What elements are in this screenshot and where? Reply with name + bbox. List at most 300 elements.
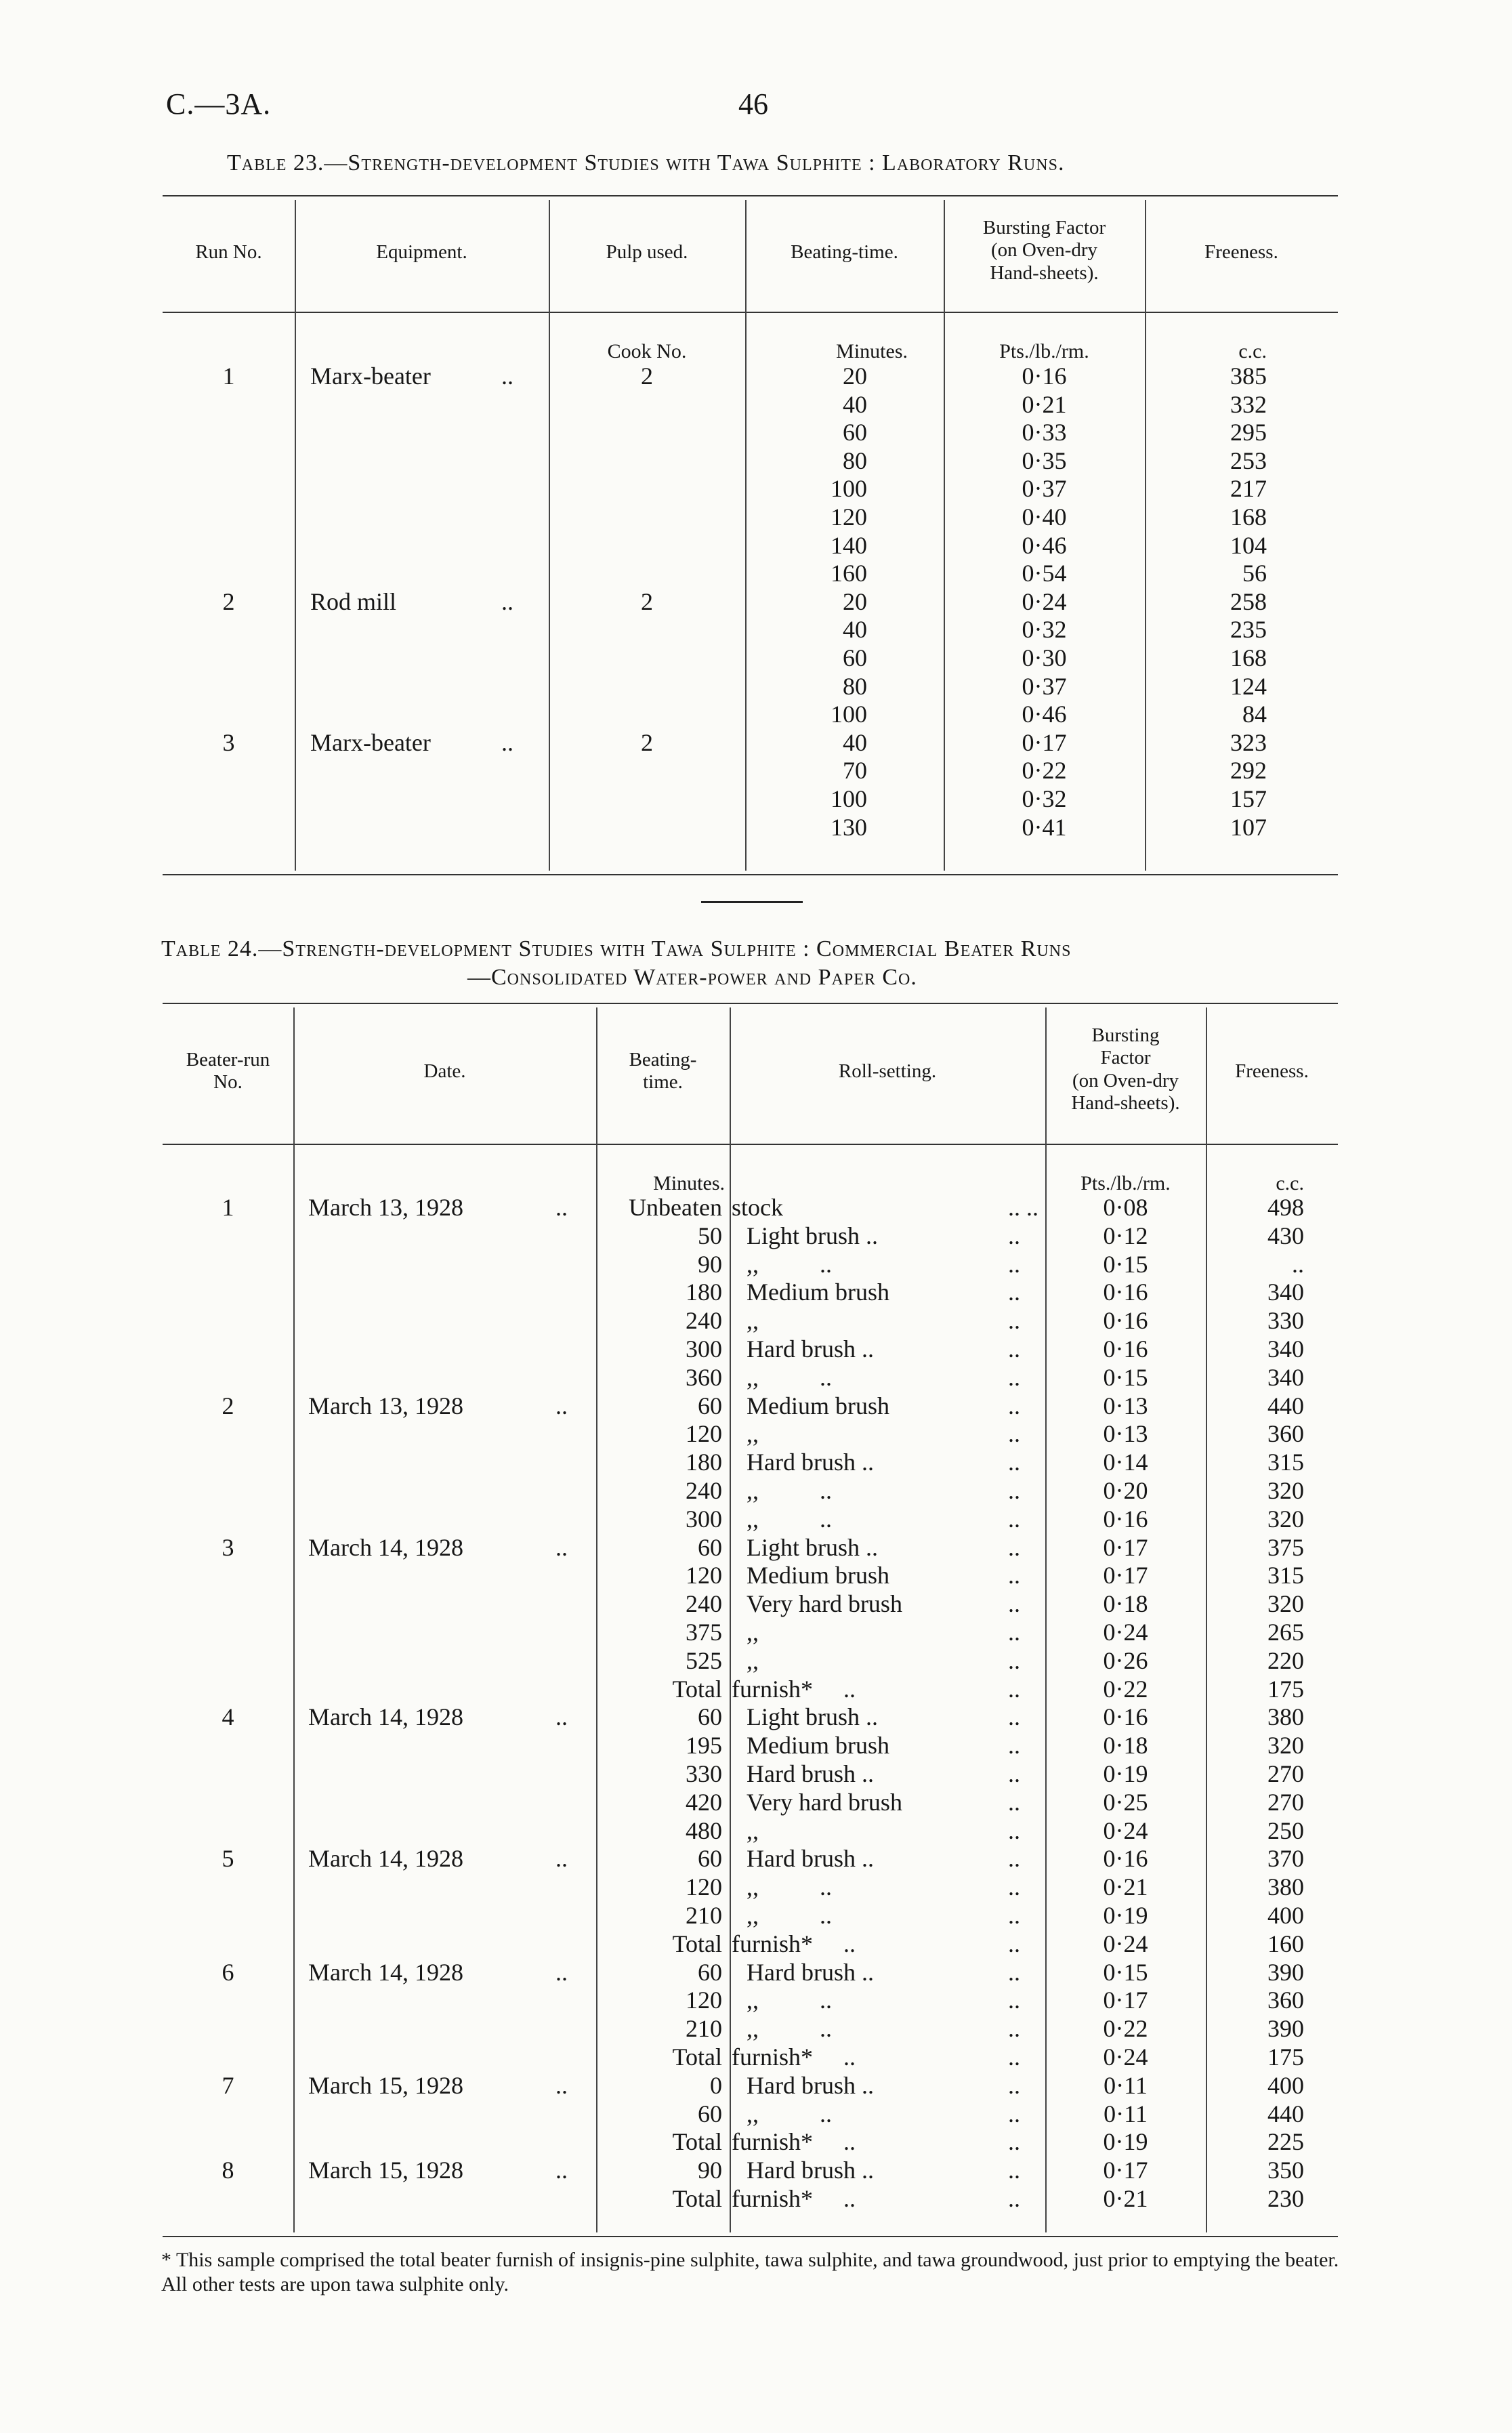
table24-bursting-cell: 0·19 bbox=[1103, 1901, 1148, 1929]
table24-roll-cell: Medium brush bbox=[747, 1278, 889, 1306]
table24-time-cell: 60 bbox=[698, 1958, 722, 1986]
table24-time-cell: 120 bbox=[686, 1987, 722, 2014]
table23-run-number: 3 bbox=[222, 728, 235, 756]
table24-bursting-cell: 0·16 bbox=[1103, 1703, 1148, 1731]
table24-roll-cell: Hard brush .. bbox=[747, 2071, 874, 2099]
table23-bursting-cell: 0·30 bbox=[1022, 644, 1067, 671]
table24-bursting-cell: 0·14 bbox=[1103, 1449, 1148, 1476]
table24-date: March 14, 1928 bbox=[308, 1533, 463, 1561]
table24-leader-cell: .. .. bbox=[1008, 1194, 1038, 1221]
table24-bursting-cell: 0·16 bbox=[1103, 1845, 1148, 1873]
table24-time-cell: Total bbox=[672, 2184, 722, 2212]
table24-freeness-cell: 370 bbox=[1267, 1845, 1304, 1873]
table23-time-cell: 20 bbox=[843, 362, 867, 390]
table24-run-number: 4 bbox=[222, 1703, 234, 1731]
table24-unit-freeness: c.c. bbox=[1276, 1172, 1304, 1194]
table24-bottom-rule bbox=[163, 2236, 1338, 2237]
table24-leader-cell: .. bbox=[1008, 1760, 1020, 1787]
table24-freeness-cell: 400 bbox=[1267, 2071, 1304, 2099]
table24-freeness-cell: 175 bbox=[1267, 2043, 1304, 2071]
table24-leader-cell: .. bbox=[1008, 1703, 1020, 1731]
table23-bursting-cell: 0·24 bbox=[1022, 587, 1067, 615]
table24-freeness-cell: 175 bbox=[1267, 1675, 1304, 1703]
table23-bursting-cell: 0·46 bbox=[1022, 531, 1067, 559]
table24-leader-cell: .. bbox=[1008, 1788, 1020, 1816]
table24-roll-column bbox=[732, 1194, 935, 2213]
table24-leader-cell: .. bbox=[1008, 1392, 1020, 1419]
table24-freeness-cell: 390 bbox=[1267, 1958, 1304, 1986]
table23-bursting-cell: 0·22 bbox=[1022, 757, 1067, 785]
table24-roll-cell: ,, .. bbox=[747, 1250, 832, 1278]
table24-leader-cell: .. bbox=[1008, 2100, 1020, 2127]
table24-leader: .. bbox=[555, 2157, 568, 2184]
table24-time-cell: Total bbox=[672, 1930, 722, 1957]
table24-leader-cell: .. bbox=[1008, 1845, 1020, 1873]
table24-leader-cell: .. bbox=[1008, 1930, 1020, 1957]
table23-freeness-cell: 107 bbox=[1230, 813, 1267, 841]
table23-time-column bbox=[779, 362, 867, 841]
table23-leader: .. bbox=[501, 587, 513, 615]
table23-bursting-cell: 0·46 bbox=[1022, 701, 1067, 728]
table23-time-cell: 140 bbox=[831, 531, 867, 559]
table23-time-cell: 100 bbox=[831, 785, 867, 812]
table24-head-freeness: Freeness. bbox=[1235, 1060, 1309, 1082]
table24-roll-cell: Hard brush .. bbox=[747, 2157, 874, 2184]
table23-time-cell: 60 bbox=[843, 644, 867, 671]
table24-bursting-cell: 0·16 bbox=[1103, 1307, 1148, 1335]
table23-bursting-cell: 0·37 bbox=[1022, 475, 1067, 503]
table24-leader-cell: .. bbox=[1008, 1958, 1020, 1986]
table23-time-cell: 80 bbox=[843, 672, 867, 700]
table24-roll-cell: ,, .. bbox=[747, 1901, 832, 1929]
page-number: 46 bbox=[738, 87, 768, 121]
table23-head-pulp: Pulp used. bbox=[606, 241, 688, 263]
table23-bursting-cell: 0·35 bbox=[1022, 446, 1067, 474]
table24-date: March 15, 1928 bbox=[308, 2157, 463, 2184]
table24-roll-cell: ,, .. bbox=[747, 1505, 832, 1533]
table24-time-cell: 195 bbox=[686, 1732, 722, 1760]
table24-leader-cell: .. bbox=[1008, 1250, 1020, 1278]
table24-leader-cell: .. bbox=[1008, 1732, 1020, 1760]
table24-time-cell: 300 bbox=[686, 1335, 722, 1363]
table24-bursting-cell: 0·19 bbox=[1103, 2128, 1148, 2156]
table23-bursting-cell: 0·37 bbox=[1022, 672, 1067, 700]
table24-leader-cell: .. bbox=[1008, 2043, 1020, 2071]
table24-time-cell: Total bbox=[672, 2128, 722, 2156]
table24-freeness-cell: 320 bbox=[1267, 1476, 1304, 1504]
table24-leader-cell: .. bbox=[1008, 1646, 1020, 1674]
table24-freeness-cell: 430 bbox=[1267, 1222, 1304, 1249]
table24-roll-cell: ,, bbox=[747, 1646, 759, 1674]
table24-date: March 13, 1928 bbox=[308, 1392, 463, 1419]
table23-freeness-cell: 258 bbox=[1230, 587, 1267, 615]
table24-freeness-cell: 270 bbox=[1267, 1788, 1304, 1816]
head-line: Bursting bbox=[1091, 1024, 1160, 1046]
table24-roll-cell: Very hard brush bbox=[747, 1590, 902, 1618]
head-line: Bursting Factor bbox=[982, 217, 1106, 238]
table23-freeness-cell: 217 bbox=[1230, 475, 1267, 503]
table24-freeness-cell: 320 bbox=[1267, 1590, 1304, 1618]
table24-bursting-cell: 0·08 bbox=[1103, 1194, 1148, 1221]
table24-run-number: 5 bbox=[222, 1845, 234, 1873]
table24-run-number: 7 bbox=[222, 2071, 234, 2099]
table23-head-bursting bbox=[944, 217, 1145, 285]
table24-time-cell: 525 bbox=[686, 1646, 722, 1674]
table24-time-cell: 480 bbox=[686, 1816, 722, 1844]
table24-leader: .. bbox=[555, 1845, 568, 1873]
table23-pulp-cook: 2 bbox=[641, 587, 653, 615]
table24-bursting-cell: 0·24 bbox=[1103, 1618, 1148, 1646]
table24-bursting-cell: 0·22 bbox=[1103, 1675, 1148, 1703]
table24-run-number: 3 bbox=[222, 1533, 234, 1561]
table24-roll-cell: Hard brush .. bbox=[747, 1958, 874, 1986]
table24-bursting-cell: 0·19 bbox=[1103, 1760, 1148, 1787]
table23-freeness-cell: 157 bbox=[1230, 785, 1267, 812]
table24-bursting-cell: 0·15 bbox=[1103, 1363, 1148, 1391]
table24-freeness-cell: 380 bbox=[1267, 1873, 1304, 1901]
table24-freeness-cell: 250 bbox=[1267, 1816, 1304, 1844]
table23-freeness-cell: 332 bbox=[1230, 390, 1267, 418]
table24-time-cell: 210 bbox=[686, 2015, 722, 2043]
table24-time-cell: 0 bbox=[710, 2071, 722, 2099]
table24-roll-cell: Medium brush bbox=[747, 1392, 889, 1419]
table24-roll-cell: ,, .. bbox=[747, 1363, 832, 1391]
table24-time-cell: 180 bbox=[686, 1278, 722, 1306]
table24-head-rule bbox=[163, 1144, 1338, 1145]
table24-time-cell: 360 bbox=[686, 1363, 722, 1391]
table24-time-cell: 120 bbox=[686, 1420, 722, 1448]
table23-run-number: 1 bbox=[222, 362, 235, 390]
table24-roll-cell: Hard brush .. bbox=[747, 1449, 874, 1476]
table23-bursting-cell: 0·32 bbox=[1022, 785, 1067, 812]
table24-bursting-cell: 0·24 bbox=[1103, 1930, 1148, 1957]
table23-freeness-cell: 124 bbox=[1230, 672, 1267, 700]
table24-freeness-column bbox=[1206, 1194, 1304, 2213]
table24-time-cell: 60 bbox=[698, 1703, 722, 1731]
table24-head-date: Date. bbox=[423, 1060, 466, 1082]
table24-date: March 14, 1928 bbox=[308, 1703, 463, 1731]
table23-bursting-cell: 0·54 bbox=[1022, 560, 1067, 587]
table24-freeness-cell: 315 bbox=[1267, 1562, 1304, 1589]
table23-freeness-cell: 56 bbox=[1242, 560, 1267, 587]
table23-time-cell: 100 bbox=[831, 701, 867, 728]
table24-freeness-cell: 320 bbox=[1267, 1732, 1304, 1760]
table24-freeness-cell: 330 bbox=[1267, 1307, 1304, 1335]
table23-bursting-cell: 0·41 bbox=[1022, 813, 1067, 841]
table24-head-roll: Roll-setting. bbox=[838, 1060, 937, 1082]
table24-bursting-cell: 0·18 bbox=[1103, 1732, 1148, 1760]
table24-bursting-cell: 0·20 bbox=[1103, 1476, 1148, 1504]
table24-divider bbox=[730, 1007, 731, 2232]
table24-roll-cell: ,, bbox=[747, 1420, 759, 1448]
table24-leader: .. bbox=[555, 1392, 568, 1419]
table24-bursting-cell: 0·15 bbox=[1103, 1250, 1148, 1278]
table23-freeness-cell: 292 bbox=[1230, 757, 1267, 785]
table24-bursting-cell: 0·21 bbox=[1103, 2184, 1148, 2212]
head-line: time. bbox=[643, 1071, 683, 1094]
table24-freeness-cell: 498 bbox=[1267, 1194, 1304, 1221]
table24-time-cell: 375 bbox=[686, 1618, 722, 1646]
table24-bursting-cell: 0·17 bbox=[1103, 2157, 1148, 2184]
table24-freeness-cell: 315 bbox=[1267, 1449, 1304, 1476]
table24-time-cell: 60 bbox=[698, 2100, 722, 2127]
table23-leader: .. bbox=[501, 362, 513, 390]
table24-date: March 14, 1928 bbox=[308, 1845, 463, 1873]
table24-freeness-cell: 360 bbox=[1267, 1420, 1304, 1448]
table24-head-time bbox=[596, 1049, 730, 1094]
table24-run-number: 1 bbox=[222, 1194, 234, 1221]
table24-roll-cell: Medium brush bbox=[747, 1562, 889, 1589]
table23-time-cell: 80 bbox=[843, 446, 867, 474]
table24-bursting-cell: 0·17 bbox=[1103, 1562, 1148, 1589]
table24-freeness-cell: 225 bbox=[1267, 2128, 1304, 2156]
table23-bursting-cell: 0·40 bbox=[1022, 503, 1067, 531]
table24-leader: .. bbox=[555, 1958, 568, 1986]
table24-time-column bbox=[596, 1194, 722, 2213]
table24-leader-cell: .. bbox=[1008, 1420, 1020, 1448]
table24-leader-cell: .. bbox=[1008, 1816, 1020, 1844]
table24-roll-cell: Very hard brush bbox=[747, 1788, 902, 1816]
table24-freeness-cell: 400 bbox=[1267, 1901, 1304, 1929]
table24-freeness-cell: 440 bbox=[1267, 2100, 1304, 2127]
table24-date: March 15, 1928 bbox=[308, 2071, 463, 2099]
table24-time-cell: 180 bbox=[686, 1449, 722, 1476]
table24-bursting-cell: 0·11 bbox=[1104, 2071, 1148, 2099]
table24-head-bursting bbox=[1045, 1024, 1206, 1115]
table24-leader-cell: .. bbox=[1008, 1222, 1020, 1249]
table24-roll-cell: furnish* .. bbox=[732, 2043, 856, 2071]
table23-bursting-cell: 0·17 bbox=[1022, 728, 1067, 756]
table24-freeness-cell: .. bbox=[1292, 1250, 1304, 1278]
table24-leader-cell: .. bbox=[1008, 2184, 1020, 2212]
separator-rule bbox=[701, 901, 803, 903]
table24-leader: .. bbox=[555, 2071, 568, 2099]
table24-freeness-cell: 230 bbox=[1267, 2184, 1304, 2212]
table24-freeness-cell: 440 bbox=[1267, 1392, 1304, 1419]
table24-leader: .. bbox=[555, 1703, 568, 1731]
table23-pulp-cook: 2 bbox=[641, 362, 653, 390]
table23-unit-time: Minutes. bbox=[836, 340, 908, 362]
table24-time-cell: 240 bbox=[686, 1590, 722, 1618]
table24-bursting-cell: 0·16 bbox=[1103, 1505, 1148, 1533]
table24-leader-cell: .. bbox=[1008, 1873, 1020, 1901]
table24-roll-cell: ,, .. bbox=[747, 1987, 832, 2014]
table24-roll-cell: ,, .. bbox=[747, 2015, 832, 2043]
table24-time-cell: 210 bbox=[686, 1901, 722, 1929]
table24-time-cell: 240 bbox=[686, 1307, 722, 1335]
table24-bursting-cell: 0·21 bbox=[1103, 1873, 1148, 1901]
table24-bursting-cell: 0·13 bbox=[1103, 1420, 1148, 1448]
table24-run-number: 2 bbox=[222, 1392, 234, 1419]
table24-run-number: 6 bbox=[222, 1958, 234, 1986]
table24-time-cell: 120 bbox=[686, 1873, 722, 1901]
table24-unit-time: Minutes. bbox=[653, 1172, 725, 1194]
table24-roll-cell: ,, bbox=[747, 1816, 759, 1844]
table24-time-cell: 240 bbox=[686, 1476, 722, 1504]
table23-freeness-cell: 253 bbox=[1230, 446, 1267, 474]
table23-bursting-column bbox=[944, 362, 1145, 841]
table23-pulp-cook: 2 bbox=[641, 728, 653, 756]
table24-head-run bbox=[163, 1049, 293, 1094]
table24-roll-cell: Light brush .. bbox=[747, 1533, 878, 1561]
table24-bursting-cell: 0·26 bbox=[1103, 1646, 1148, 1674]
table24-time-cell: 330 bbox=[686, 1760, 722, 1787]
table24-roll-cell: furnish* .. bbox=[732, 1675, 856, 1703]
table24-roll-cell: furnish* .. bbox=[732, 2128, 856, 2156]
head-line: Beating- bbox=[629, 1049, 697, 1070]
table24-bursting-cell: 0·22 bbox=[1103, 2015, 1148, 2043]
table24-leader-cell: .. bbox=[1008, 1505, 1020, 1533]
table24-leader-column bbox=[1008, 1194, 1042, 2213]
table24-leader-cell: .. bbox=[1008, 2071, 1020, 2099]
table23-freeness-cell: 235 bbox=[1230, 616, 1267, 644]
table24-roll-cell: Medium brush bbox=[747, 1732, 889, 1760]
table24-leader-cell: .. bbox=[1008, 2157, 1020, 2184]
table23-equipment: Rod mill bbox=[310, 587, 397, 615]
table24-leader-cell: .. bbox=[1008, 1335, 1020, 1363]
table24-time-cell: 420 bbox=[686, 1788, 722, 1816]
table24-roll-cell: ,, .. bbox=[747, 1476, 832, 1504]
table23-time-cell: 160 bbox=[831, 560, 867, 587]
table24-run-number: 8 bbox=[222, 2157, 234, 2184]
table24-caption-line1: Table 24.—Strength-development Studies with Tawa Sulphite : Commercial Beater Runs bbox=[161, 936, 1072, 961]
table23-time-cell: 40 bbox=[843, 616, 867, 644]
table24-freeness-cell: 375 bbox=[1267, 1533, 1304, 1561]
table23-freeness-cell: 295 bbox=[1230, 419, 1267, 446]
table23-time-cell: 130 bbox=[831, 813, 867, 841]
table24-roll-cell: Light brush .. bbox=[747, 1222, 878, 1249]
table23-unit-bursting: Pts./lb./rm. bbox=[999, 340, 1089, 362]
table23-freeness-cell: 168 bbox=[1230, 503, 1267, 531]
table24-leader-cell: .. bbox=[1008, 2128, 1020, 2156]
table24-bursting-cell: 0·24 bbox=[1103, 2043, 1148, 2071]
table23-top-rule bbox=[163, 195, 1338, 196]
table23-freeness-cell: 104 bbox=[1230, 531, 1267, 559]
table24-freeness-cell: 320 bbox=[1267, 1505, 1304, 1533]
table23-head-rule bbox=[163, 312, 1338, 313]
table23-unit-freeness: c.c. bbox=[1238, 340, 1267, 362]
table24-time-cell: 60 bbox=[698, 1533, 722, 1561]
table23-head-freeness: Freeness. bbox=[1204, 241, 1278, 263]
table23-leader: .. bbox=[501, 728, 513, 756]
table24-bursting-cell: 0·11 bbox=[1104, 2100, 1148, 2127]
table23-run-number: 2 bbox=[222, 587, 235, 615]
table24-leader-cell: .. bbox=[1008, 1363, 1020, 1391]
head-line: (on Oven-dry bbox=[990, 239, 1098, 262]
table23-freeness-cell: 385 bbox=[1230, 362, 1267, 390]
table23-time-cell: 120 bbox=[831, 503, 867, 531]
table24-freeness-cell: 265 bbox=[1267, 1618, 1304, 1646]
table24-leader-cell: .. bbox=[1008, 1675, 1020, 1703]
table24-freeness-cell: 340 bbox=[1267, 1335, 1304, 1363]
table23-head-time: Beating-time. bbox=[791, 241, 898, 263]
table23-time-cell: 60 bbox=[843, 419, 867, 446]
table24-freeness-cell: 340 bbox=[1267, 1278, 1304, 1306]
table24-leader-cell: .. bbox=[1008, 2015, 1020, 2043]
table23-time-cell: 20 bbox=[843, 587, 867, 615]
table24-freeness-cell: 350 bbox=[1267, 2157, 1304, 2184]
table23-time-cell: 70 bbox=[843, 757, 867, 785]
table24-time-cell: Unbeaten bbox=[629, 1194, 722, 1221]
table24-roll-cell: Hard brush .. bbox=[747, 1335, 874, 1363]
table23-unit-pulp: Cook No. bbox=[607, 340, 687, 362]
table24-roll-cell: ,, bbox=[747, 1307, 759, 1335]
table23-divider bbox=[295, 200, 296, 871]
table24-leader-cell: .. bbox=[1008, 1278, 1020, 1306]
table23-time-cell: 40 bbox=[843, 728, 867, 756]
table24-bursting-cell: 0·25 bbox=[1103, 1788, 1148, 1816]
table24-freeness-cell: 390 bbox=[1267, 2015, 1304, 2043]
table24-freeness-cell: 360 bbox=[1267, 1987, 1304, 2014]
table23-time-cell: 40 bbox=[843, 390, 867, 418]
table23-freeness-cell: 323 bbox=[1230, 728, 1267, 756]
table23-bursting-cell: 0·33 bbox=[1022, 419, 1067, 446]
table24-bursting-cell: 0·13 bbox=[1103, 1392, 1148, 1419]
table24-leader-cell: .. bbox=[1008, 1987, 1020, 2014]
head-line: Hand-sheets). bbox=[990, 262, 1099, 284]
table23-bottom-rule bbox=[163, 874, 1338, 875]
table24-time-cell: 120 bbox=[686, 1562, 722, 1589]
table23-freeness-cell: 84 bbox=[1242, 701, 1267, 728]
table24-freeness-cell: 380 bbox=[1267, 1703, 1304, 1731]
table24-roll-cell: stock bbox=[732, 1194, 783, 1221]
table24-top-rule bbox=[163, 1003, 1338, 1004]
table24-roll-cell: furnish* .. bbox=[732, 1930, 856, 1957]
table24-roll-cell: Light brush .. bbox=[747, 1703, 878, 1731]
table24-freeness-cell: 160 bbox=[1267, 1930, 1304, 1957]
table24-time-cell: 90 bbox=[698, 1250, 722, 1278]
section-header: C.—3A. bbox=[166, 87, 272, 121]
table24-freeness-cell: 340 bbox=[1267, 1363, 1304, 1391]
table24-bursting-cell: 0·17 bbox=[1103, 1987, 1148, 2014]
table24-freeness-cell: 270 bbox=[1267, 1760, 1304, 1787]
head-line: No. bbox=[213, 1071, 243, 1094]
table24-leader-cell: .. bbox=[1008, 1562, 1020, 1589]
head-line: Beater-run bbox=[186, 1049, 270, 1070]
table23-divider bbox=[745, 200, 747, 871]
head-line: (on Oven-dry bbox=[1072, 1069, 1179, 1091]
table24-leader-cell: .. bbox=[1008, 1590, 1020, 1618]
table24-time-cell: 60 bbox=[698, 1392, 722, 1419]
table24-divider bbox=[293, 1007, 295, 2232]
table24-time-cell: 60 bbox=[698, 1845, 722, 1873]
table23-time-cell: 100 bbox=[831, 475, 867, 503]
table24-roll-cell: Hard brush .. bbox=[747, 1760, 874, 1787]
table23-head-equipment: Equipment. bbox=[376, 241, 467, 263]
table24-bursting-cell: 0·15 bbox=[1103, 1958, 1148, 1986]
table24-caption-line2: —Consolidated Water-power and Paper Co. bbox=[467, 965, 917, 990]
table23-caption: Table 23.—Strength-development Studies with Tawa Sulphite : Laboratory Runs. bbox=[227, 150, 1065, 175]
table24-date: March 14, 1928 bbox=[308, 1958, 463, 1986]
table24-bursting-cell: 0·18 bbox=[1103, 1590, 1148, 1618]
table23-bursting-cell: 0·21 bbox=[1022, 390, 1067, 418]
table24-leader-cell: .. bbox=[1008, 1533, 1020, 1561]
table24-freeness-cell: 220 bbox=[1267, 1646, 1304, 1674]
table23-freeness-cell: 168 bbox=[1230, 644, 1267, 671]
table24-unit-bursting: Pts./lb./rm. bbox=[1080, 1172, 1171, 1194]
table24-leader-cell: .. bbox=[1008, 1901, 1020, 1929]
table24-date: March 13, 1928 bbox=[308, 1194, 463, 1221]
table24-time-cell: Total bbox=[672, 1675, 722, 1703]
table24-bursting-cell: 0·24 bbox=[1103, 1816, 1148, 1844]
table23-bursting-cell: 0·16 bbox=[1022, 362, 1067, 390]
table24-leader-cell: .. bbox=[1008, 1307, 1020, 1335]
table24-leader-cell: .. bbox=[1008, 1476, 1020, 1504]
table24-roll-cell: Hard brush .. bbox=[747, 1845, 874, 1873]
table23-bursting-cell: 0·32 bbox=[1022, 616, 1067, 644]
table24-roll-cell: furnish* .. bbox=[732, 2184, 856, 2212]
table24-bursting-cell: 0·16 bbox=[1103, 1335, 1148, 1363]
